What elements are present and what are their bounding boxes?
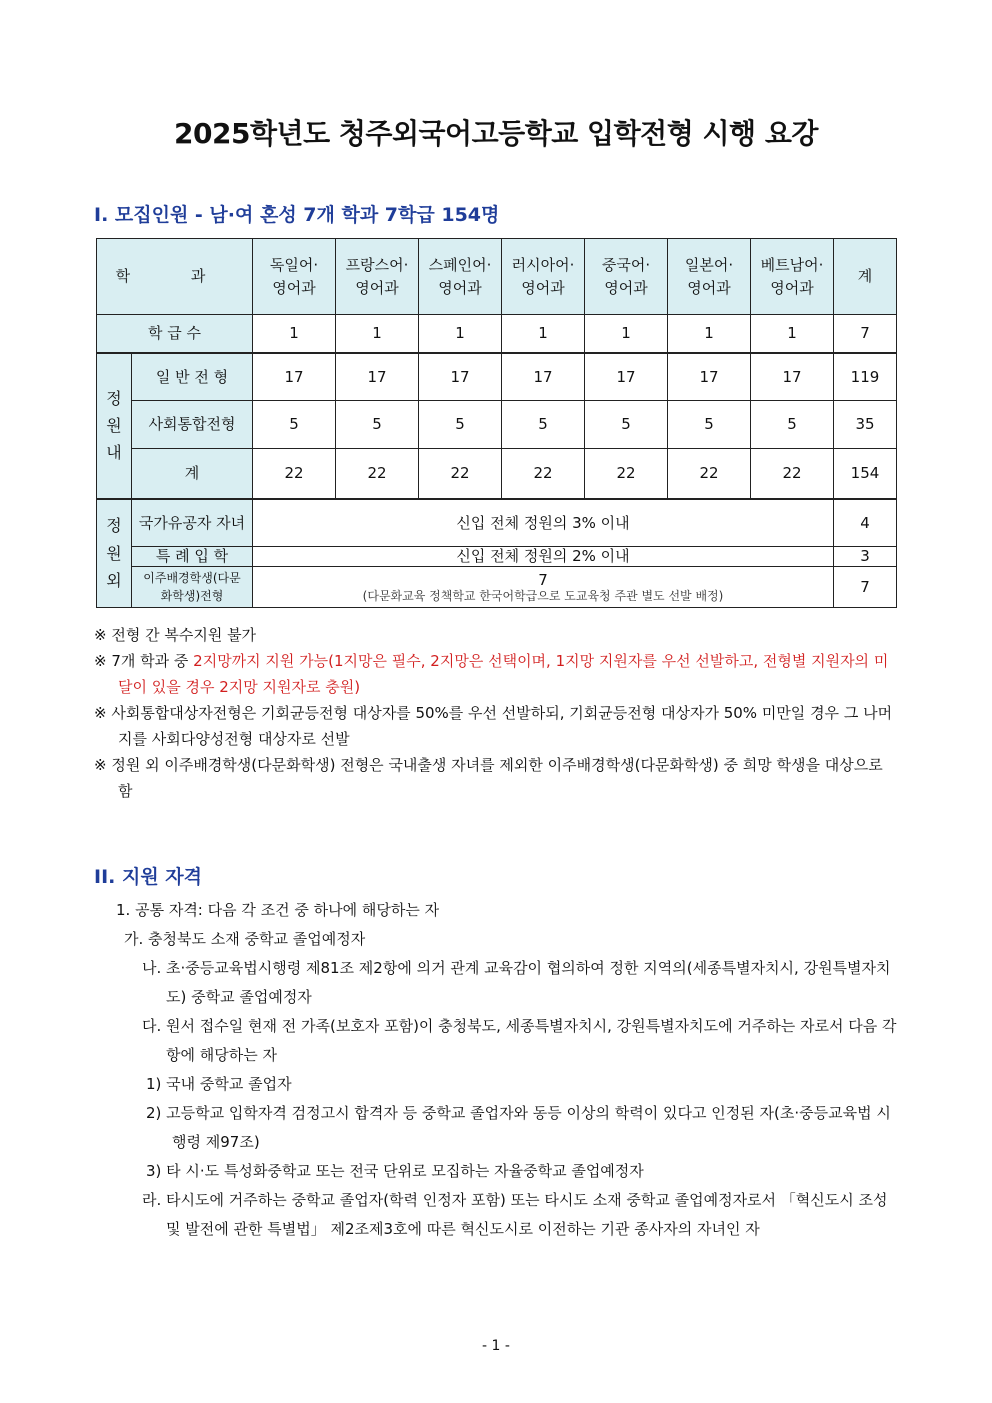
row-label: 국가유공자 자녀 <box>132 499 253 547</box>
qualification-item: 가. 충청북도 소재 중학교 졸업예정자 <box>124 930 366 948</box>
table-cell: 22 <box>668 449 751 499</box>
page-title: 2025학년도 청주외국어고등학교 입학전형 시행 요강 <box>174 117 818 150</box>
table-cell: 7 (다문화교육 정책학교 한국어학급으로 도교육청 주관 별도 선발 배정) <box>253 567 834 608</box>
table-cell: 22 <box>253 449 336 499</box>
in-quota-side-label: 정 원 내 <box>97 353 132 499</box>
table-cell: 17 <box>419 353 502 401</box>
dept-russian: 러시아어· 영어과 <box>502 239 585 315</box>
table-cell: 17 <box>253 353 336 401</box>
dept-chinese: 중국어· 영어과 <box>585 239 668 315</box>
table-cell: 5 <box>419 401 502 449</box>
table-cell: 3 <box>834 547 897 567</box>
table-cell: 1 <box>336 315 419 353</box>
table-cell: 1 <box>668 315 751 353</box>
dept-vietnamese: 베트남어· 영어과 <box>751 239 834 315</box>
row-label: 이주배경학생(다문 화학생)전형 <box>132 567 253 608</box>
table-cell: 5 <box>751 401 834 449</box>
row-label: 사회통합전형 <box>132 401 253 449</box>
class-count-row <box>97 315 897 353</box>
table-cell: 22 <box>751 449 834 499</box>
header-dept-label: 학 과 <box>97 239 253 315</box>
note-item: ※ 7개 학과 중 2지망까지 지원 가능(1지망은 필수, 2지망은 선택이며, 1지망 지원자를 우선 선발하고, 전형별 지원자의 미달이 있을 경우 2지망 지원자로 충원) <box>94 652 889 696</box>
table-cell: 5 <box>502 401 585 449</box>
qualification-item: 1) 국내 중학교 졸업자 <box>146 1075 292 1093</box>
table-cell: 신입 전체 정원의 3% 이내 <box>253 499 834 547</box>
out-quota-side-label: 정 원 외 <box>97 499 132 608</box>
notes <box>94 622 900 804</box>
table-cell: 22 <box>336 449 419 499</box>
table-row <box>97 499 897 547</box>
table-row <box>97 449 897 499</box>
table-cell: 4 <box>834 499 897 547</box>
dept-spanish: 스페인어· 영어과 <box>419 239 502 315</box>
table-row <box>97 401 897 449</box>
note-item: ※ 정원 외 이주배경학생(다문화학생) 전형은 국내출생 자녀를 제외한 이주배경학생(다문화학생) 중 희망 학생을 대상으로 함 <box>94 756 883 800</box>
table-cell: 22 <box>502 449 585 499</box>
table-cell: 22 <box>419 449 502 499</box>
note-item: ※ 사회통합대상자전형은 기회균등전형 대상자를 50%를 우선 선발하되, 기회균등전형 대상자가 50% 미만일 경우 그 나머지를 사회다양성전형 대상자로 선발 <box>94 704 893 748</box>
table-cell: 1 <box>751 315 834 353</box>
quota-table <box>96 238 897 608</box>
table-cell: 22 <box>585 449 668 499</box>
table-row <box>97 567 897 608</box>
qualification-item: 다. 원서 접수일 현재 전 가족(보호자 포함)이 충청북도, 세종특별자치시, 강원특별자치도에 거주하는 자로서 다음 각 항에 해당하는 자 <box>142 1017 897 1064</box>
page-number: - 1 - <box>482 1338 510 1354</box>
row-label: 일 반 전 형 <box>132 353 253 401</box>
qualification-item: 3) 타 시·도 특성화중학교 또는 전국 단위로 모집하는 자율중학교 졸업예정자 <box>146 1162 644 1180</box>
table-cell: 5 <box>253 401 336 449</box>
table-cell: 5 <box>336 401 419 449</box>
table-cell: 17 <box>336 353 419 401</box>
qualification-item: 나. 초·중등교육법시행령 제81조 제2항에 의거 관계 교육감이 협의하여 정한 지역의(세종특별자치시, 강원특별자치도) 중학교 졸업예정자 <box>142 959 891 1006</box>
table-cell: 1 <box>419 315 502 353</box>
qualifications <box>94 896 900 1244</box>
table-cell: 5 <box>668 401 751 449</box>
table-cell: 119 <box>834 353 897 401</box>
table-row <box>97 353 897 401</box>
table-cell: 17 <box>502 353 585 401</box>
table-cell: 17 <box>668 353 751 401</box>
row-label: 특 례 입 학 <box>132 547 253 567</box>
table-cell: 35 <box>834 401 897 449</box>
table-cell: 7 <box>834 315 897 353</box>
table-cell: 17 <box>751 353 834 401</box>
section-2-heading: II. 지원 자격 <box>94 866 203 888</box>
table-cell: 7 <box>834 567 897 608</box>
dept-japanese: 일본어· 영어과 <box>668 239 751 315</box>
table-cell: 5 <box>585 401 668 449</box>
qualification-item: 라. 타시도에 거주하는 중학교 졸업자(학력 인정자 포함) 또는 타시도 소재 중학교 졸업예정자로서 「혁신도시 조성 및 발전에 관한 특별법」 제2조제3호에 따른 혁신도시로 이전하는 기관 종사자의 자녀인 자 <box>142 1191 888 1238</box>
dept-german: 독일어· 영어과 <box>253 239 336 315</box>
note-item: ※ 전형 간 복수지원 불가 <box>94 626 257 644</box>
table-cell: 1 <box>585 315 668 353</box>
header-total: 계 <box>834 239 897 315</box>
table-cell: 1 <box>502 315 585 353</box>
table-cell: 17 <box>585 353 668 401</box>
class-count-label: 학 급 수 <box>97 315 253 353</box>
section-1-heading: I. 모집인원 - 남·여 혼성 7개 학과 7학급 154명 <box>94 204 500 226</box>
table-cell: 신입 전체 정원의 2% 이내 <box>253 547 834 567</box>
table-row <box>97 547 897 567</box>
qualification-item: 2) 고등학교 입학자격 검정고시 합격자 등 중학교 졸업자와 동등 이상의 학력이 있다고 인정된 자(초·중등교육법 시행령 제97조) <box>146 1104 891 1151</box>
table-cell: 1 <box>253 315 336 353</box>
qualification-item: 1. 공통 자격: 다음 각 조건 중 하나에 해당하는 자 <box>116 901 440 919</box>
table-cell: 154 <box>834 449 897 499</box>
dept-french: 프랑스어· 영어과 <box>336 239 419 315</box>
row-label: 계 <box>132 449 253 499</box>
